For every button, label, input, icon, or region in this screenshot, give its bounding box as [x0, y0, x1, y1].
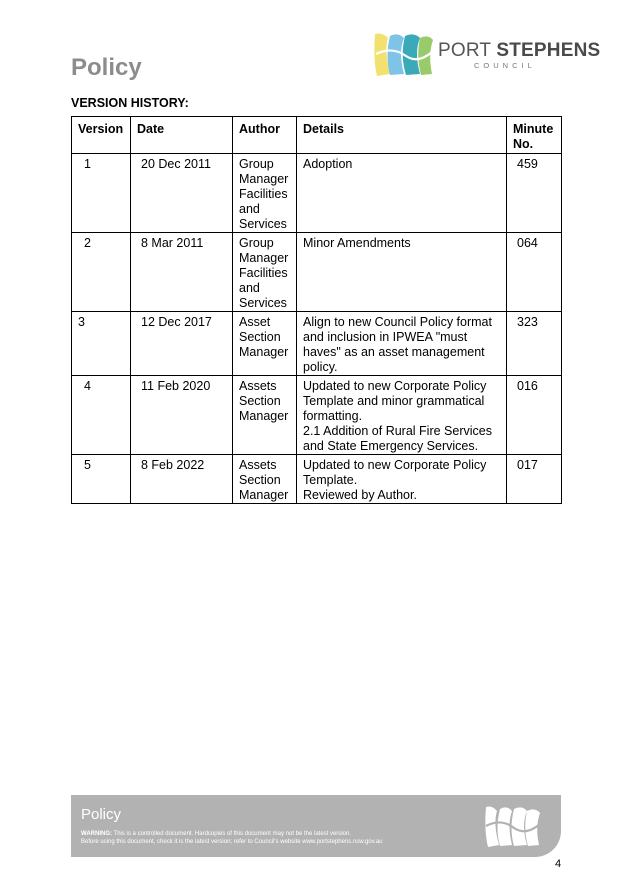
table-row: [72, 154, 562, 233]
page-footer: [71, 795, 561, 857]
minute-cell: 323: [507, 312, 562, 376]
author-cell: Assets Section Manager: [233, 455, 297, 504]
details-cell: Align to new Council Policy format and inclusion in IPWEA "must haves" as an asset management policy.: [297, 312, 507, 376]
table-row: [72, 455, 562, 504]
date-cell: 11 Feb 2020: [131, 376, 233, 455]
council-logo-mark-icon: [372, 30, 434, 78]
details-cell: Updated to new Corporate Policy Template and minor grammatical formatting. 2.1 Addition of Rural Fire Services and State Emergency Services.: [297, 376, 507, 455]
date-cell: 8 Mar 2011: [131, 233, 233, 312]
minute-cell: 459: [507, 154, 562, 233]
table-row: [72, 233, 562, 312]
page-number: 4: [555, 858, 562, 870]
minute-cell: 017: [507, 455, 562, 504]
author-cell: Group Manager Facilities and Services: [233, 154, 297, 233]
council-logo: [372, 30, 601, 78]
footer-warning: WARNING: This is a controlled document. Hardcopies of this document may not be the latest version. Before using this document, check it is the latest version; refer to Council's website www.portstephens.nsw.gov.au: [81, 831, 383, 845]
version-history-table: [71, 116, 562, 504]
header-details: Details: [297, 117, 507, 154]
version-cell: 2: [72, 233, 131, 312]
details-cell: Adoption: [297, 154, 507, 233]
date-cell: 12 Dec 2017: [131, 312, 233, 376]
footer-title: Policy: [81, 806, 122, 823]
page-title: Policy: [71, 54, 142, 81]
version-cell: 4: [72, 376, 131, 455]
author-cell: Asset Section Manager: [233, 312, 297, 376]
header-version: Version: [72, 117, 131, 154]
author-cell: Assets Section Manager: [233, 376, 297, 455]
version-cell: 1: [72, 154, 131, 233]
version-cell: 5: [72, 455, 131, 504]
header-date: Date: [131, 117, 233, 154]
minute-cell: 016: [507, 376, 562, 455]
table-row: [72, 376, 562, 455]
date-cell: 8 Feb 2022: [131, 455, 233, 504]
table-row: [72, 312, 562, 376]
logo-wordmark: PORT STEPHENS: [438, 40, 601, 61]
version-history-heading: VERSION HISTORY:: [71, 96, 189, 110]
council-logo-watermark-icon: [483, 803, 541, 849]
version-cell: 3: [72, 312, 131, 376]
header-author: Author: [233, 117, 297, 154]
details-cell: Minor Amendments: [297, 233, 507, 312]
header-minute-no: Minute No.: [507, 117, 562, 154]
table-header-row: [72, 117, 562, 154]
logo-subtitle: COUNCIL: [474, 61, 536, 70]
minute-cell: 064: [507, 233, 562, 312]
date-cell: 20 Dec 2011: [131, 154, 233, 233]
details-cell: Updated to new Corporate Policy Template. Reviewed by Author.: [297, 455, 507, 504]
author-cell: Group Manager Facilities and Services: [233, 233, 297, 312]
